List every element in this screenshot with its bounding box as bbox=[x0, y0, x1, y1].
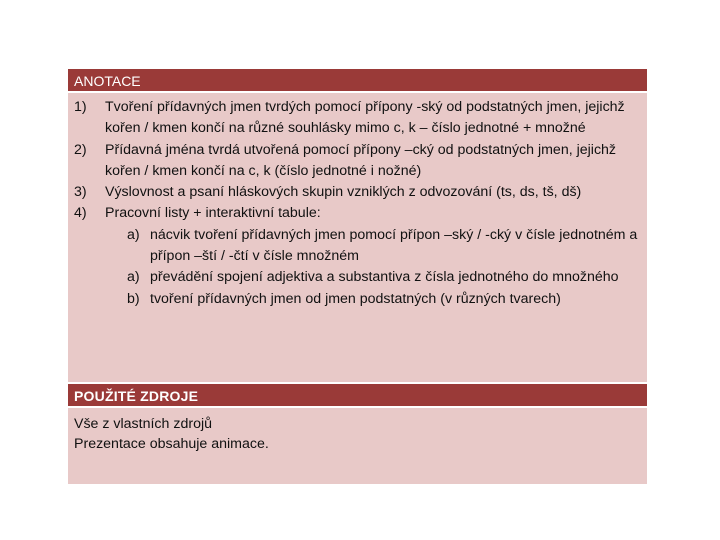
list-text: Výslovnost a psaní hláskových skupin vzniklých z odvozování (ts, ds, tš, dš) bbox=[105, 184, 582, 201]
zdroje-header: POUŽITÉ ZDROJE bbox=[68, 384, 647, 408]
sub-list-letter: a) bbox=[127, 226, 140, 243]
list-item bbox=[74, 140, 641, 183]
anotace-header: ANOTACE bbox=[68, 69, 647, 93]
zdroje-line: Prezentace obsahuje animace. bbox=[74, 436, 269, 452]
list-text: Přídavná jména tvrdá utvořená pomocí přípony –cký od podstatných jmen, jejichž kořen / kmen končí na c, k (číslo jednotné i nožné) bbox=[105, 141, 617, 179]
list-item bbox=[74, 97, 641, 140]
sub-list-text: tvoření přídavných jmen od jmen podstatných (v různých tvarech) bbox=[150, 290, 561, 307]
zdroje-body bbox=[68, 408, 647, 486]
sub-list-text: převádění spojení adjektiva a substantiva z čísla jednotného do množného bbox=[150, 269, 619, 286]
anotace-body bbox=[68, 93, 647, 384]
list-text: Pracovní listy + interaktivní tabule: bbox=[105, 205, 321, 222]
zdroje-line: Vše z vlastních zdrojů bbox=[74, 416, 212, 432]
sub-list-item bbox=[74, 289, 641, 310]
list-text: Tvoření přídavných jmen tvrdých pomocí přípony -ský od podstatných jmen, jejichž kořen / kmen končí na různé souhlásky mimo c, k – číslo jednotné + množné bbox=[105, 99, 625, 137]
sub-list-text: nácvik tvoření přídavných jmen pomocí přípon –ský / -cký v čísle jednotném a přípon –ští / -čtí v čísle množném bbox=[150, 226, 638, 265]
list-number: 3) bbox=[74, 184, 87, 201]
list-number: 2) bbox=[74, 141, 87, 158]
sub-list-letter: b) bbox=[127, 290, 140, 307]
sub-list-item bbox=[74, 225, 641, 268]
sub-list-item bbox=[74, 267, 641, 288]
list-number: 1) bbox=[74, 99, 87, 115]
list-item bbox=[74, 203, 641, 224]
info-table bbox=[68, 69, 647, 486]
list-number: 4) bbox=[74, 205, 87, 222]
list-item bbox=[74, 182, 641, 203]
sub-list-letter: a) bbox=[127, 269, 140, 286]
